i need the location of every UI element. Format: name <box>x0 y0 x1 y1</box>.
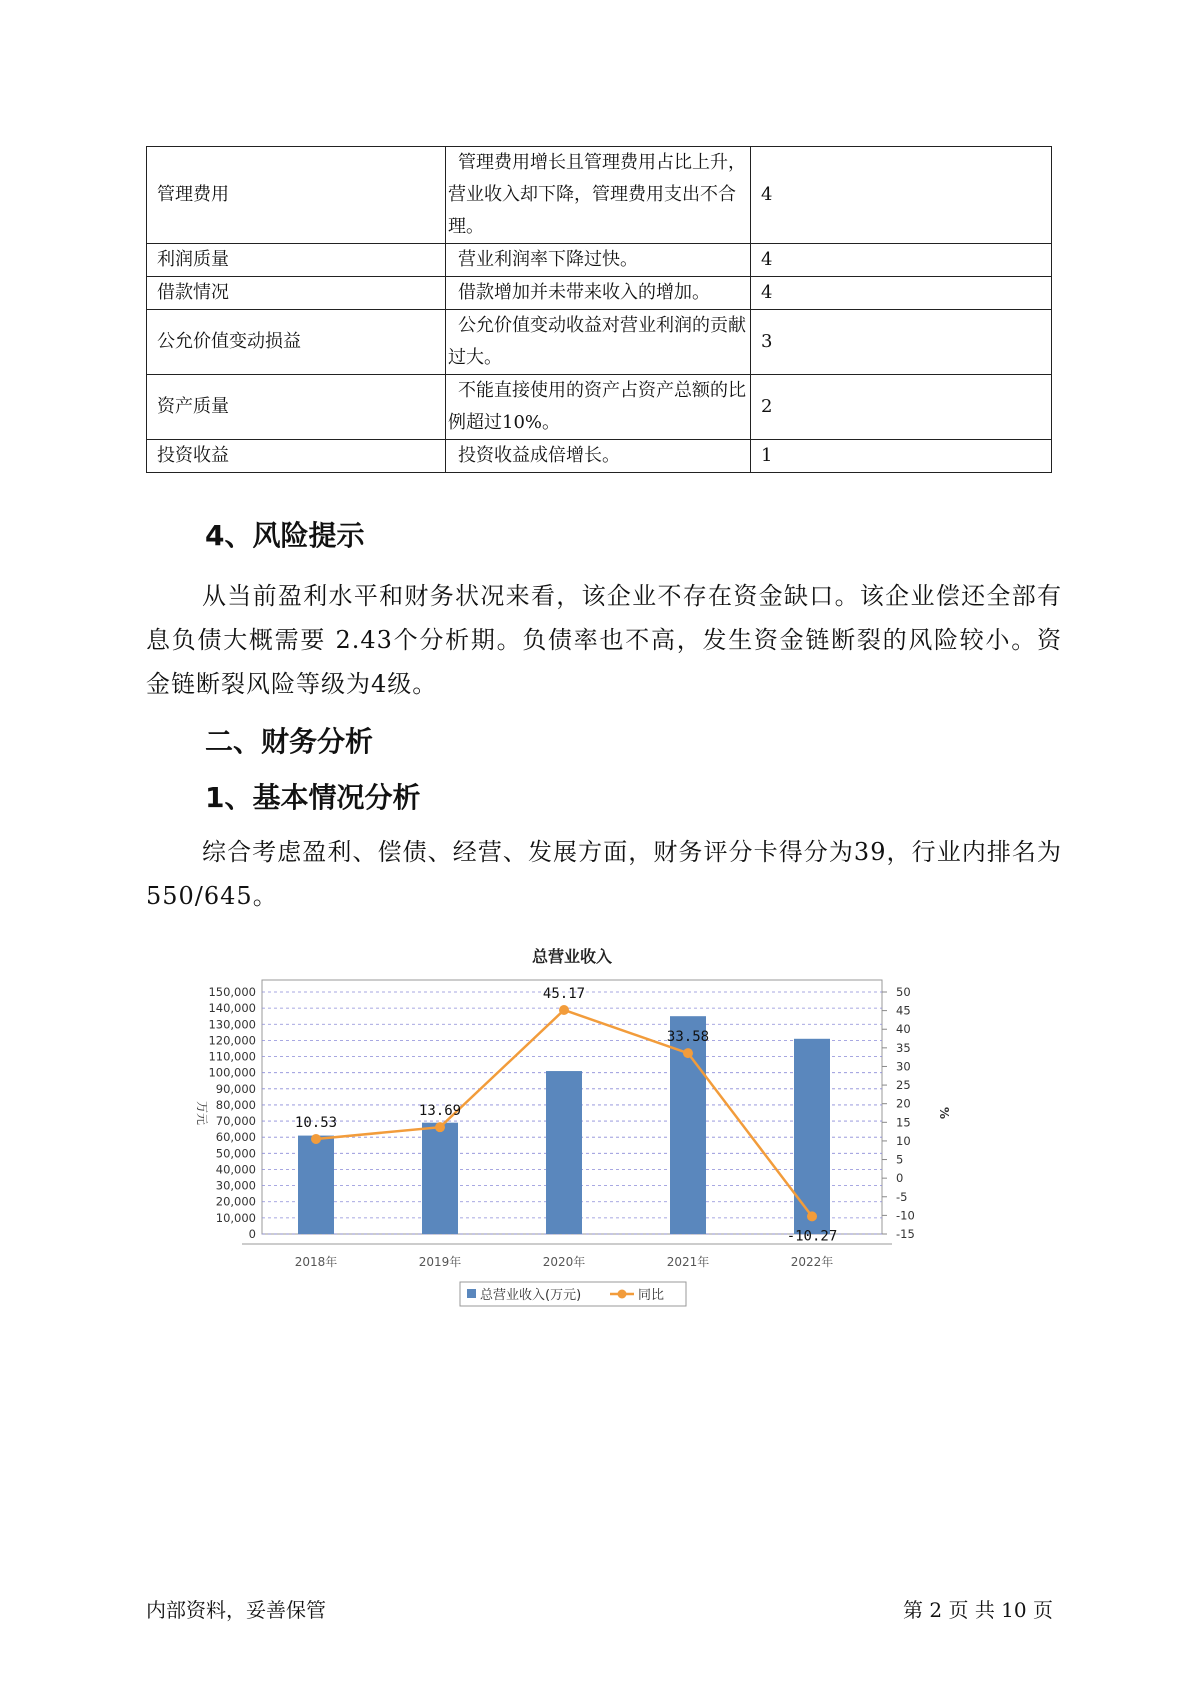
y-right-tick-label: 5 <box>896 1152 904 1167</box>
y-right-tick-label: 0 <box>896 1171 904 1186</box>
risk-table <box>146 146 1052 473</box>
risk-score-cell: 2 <box>751 375 1052 440</box>
y-right-tick-label: -5 <box>896 1189 908 1204</box>
y-left-tick-label: 120,000 <box>208 1033 256 1048</box>
footer-confidential: 内部资料，妥善保管 <box>146 1598 326 1622</box>
risk-score-cell: 1 <box>751 440 1052 473</box>
yoy-point <box>311 1134 321 1144</box>
y-left-tick-label: 130,000 <box>208 1017 256 1032</box>
risk-row <box>147 277 1052 310</box>
y-right-axis-label: % <box>937 1106 951 1120</box>
y-left-tick-label: 150,000 <box>208 985 256 999</box>
basic-analysis-heading: 1、基本情况分析 <box>205 781 421 814</box>
yoy-point <box>435 1122 445 1132</box>
x-tick-label: 2021年 <box>666 1255 710 1269</box>
y-right-tick-label: -10 <box>896 1208 915 1223</box>
risk-item-cell: 资产质量 <box>147 375 446 440</box>
risk-reason-cell: 不能直接使用的资产占资产总额的比例超过10%。 <box>446 375 751 440</box>
y-right-tick-label: 30 <box>896 1059 911 1074</box>
yoy-point <box>807 1211 817 1221</box>
y-left-tick-label: 20,000 <box>215 1194 256 1209</box>
revenue-bar <box>794 1039 830 1234</box>
y-left-tick-label: 100,000 <box>208 1065 256 1080</box>
legend-line-label: 同比 <box>638 1288 665 1303</box>
footer-page-number: 第 2 页 共 10 页 <box>903 1598 1053 1622</box>
y-right-tick-label: 15 <box>896 1115 911 1130</box>
legend-bar-label: 总营业收入(万元) <box>480 1288 582 1303</box>
y-right-tick-label: 35 <box>896 1040 911 1055</box>
yoy-point <box>683 1048 693 1058</box>
x-tick-label: 2019年 <box>418 1255 462 1269</box>
risk-score-cell: 4 <box>751 277 1052 310</box>
y-right-tick-label: 10 <box>896 1133 911 1148</box>
y-left-tick-label: 60,000 <box>215 1130 256 1145</box>
risk-reason-cell: 管理费用增长且管理费用占比上升，营业收入却下降，管理费用支出不合理。 <box>446 147 751 244</box>
y-left-tick-label: 30,000 <box>215 1178 256 1193</box>
risk-item-cell: 管理费用 <box>147 147 446 244</box>
yoy-data-label: 10.53 <box>294 1114 338 1131</box>
risk-reason-cell: 公允价值变动收益对营业利润的贡献过大。 <box>446 310 751 375</box>
risk-heading: 4、风险提示 <box>205 519 365 552</box>
risk-score-cell: 4 <box>751 244 1052 277</box>
risk-reason-cell: 借款增加并未带来收入的增加。 <box>446 277 751 310</box>
risk-row <box>147 440 1052 473</box>
y-right-tick-label: 20 <box>896 1096 911 1111</box>
revenue-bar <box>422 1123 458 1234</box>
chart-title: 总营业收入 <box>531 947 613 966</box>
finance-heading: 二、财务分析 <box>205 725 374 758</box>
risk-row <box>147 375 1052 440</box>
x-tick-label: 2022年 <box>790 1255 834 1269</box>
risk-score-cell: 3 <box>751 310 1052 375</box>
revenue-bar <box>298 1136 334 1234</box>
y-right-tick-label: 50 <box>896 985 911 999</box>
risk-item-cell: 利润质量 <box>147 244 446 277</box>
y-right-tick-label: 25 <box>896 1078 911 1093</box>
y-right-tick-label: 40 <box>896 1022 911 1037</box>
y-left-tick-label: 90,000 <box>215 1081 256 1096</box>
x-tick-label: 2018年 <box>294 1255 338 1269</box>
risk-row <box>147 310 1052 375</box>
risk-score-cell: 4 <box>751 147 1052 244</box>
y-left-tick-label: 0 <box>248 1227 256 1241</box>
risk-reason-cell: 营业利润率下降过快。 <box>446 244 751 277</box>
yoy-data-label: -10.27 <box>786 1228 838 1245</box>
risk-item-cell: 借款情况 <box>147 277 446 310</box>
y-left-tick-label: 50,000 <box>215 1146 256 1161</box>
x-tick-label: 2020年 <box>542 1255 586 1269</box>
yoy-point <box>559 1005 569 1015</box>
risk-item-cell: 投资收益 <box>147 440 446 473</box>
y-left-tick-label: 40,000 <box>215 1162 256 1177</box>
y-left-tick-label: 10,000 <box>215 1210 256 1225</box>
risk-item-cell: 公允价值变动损益 <box>147 310 446 375</box>
yoy-data-label: 45.17 <box>542 985 586 1002</box>
y-right-tick-label: 45 <box>896 1003 911 1018</box>
y-left-axis-label: 万元 <box>195 1100 209 1126</box>
risk-paragraph: 从当前盈利水平和财务状况来看，该企业不存在资金缺口。该企业偿还全部有息负债大概需要 2.43个分析期。负债率也不高，发生资金链断裂的风险较小。资金链断裂风险等级为4级。 <box>146 582 1062 698</box>
yoy-data-label: 13.69 <box>418 1103 462 1120</box>
y-right-tick-label: -15 <box>896 1227 915 1241</box>
legend-line-marker <box>618 1290 627 1299</box>
y-left-tick-label: 70,000 <box>215 1114 256 1129</box>
legend-bar-swatch <box>467 1289 476 1298</box>
risk-reason-cell: 投资收益成倍增长。 <box>446 440 751 473</box>
basic-analysis-paragraph: 综合考虑盈利、偿债、经营、发展方面，财务评分卡得分为39，行业内排名为550/645。 <box>146 838 1062 910</box>
revenue-chart <box>180 940 1030 1400</box>
revenue-bar <box>546 1071 582 1234</box>
y-left-tick-label: 80,000 <box>215 1097 256 1112</box>
risk-row <box>147 147 1052 244</box>
y-left-tick-label: 110,000 <box>208 1049 256 1064</box>
risk-row <box>147 244 1052 277</box>
y-left-tick-label: 140,000 <box>208 1001 256 1016</box>
yoy-data-label: 33.58 <box>666 1029 710 1046</box>
